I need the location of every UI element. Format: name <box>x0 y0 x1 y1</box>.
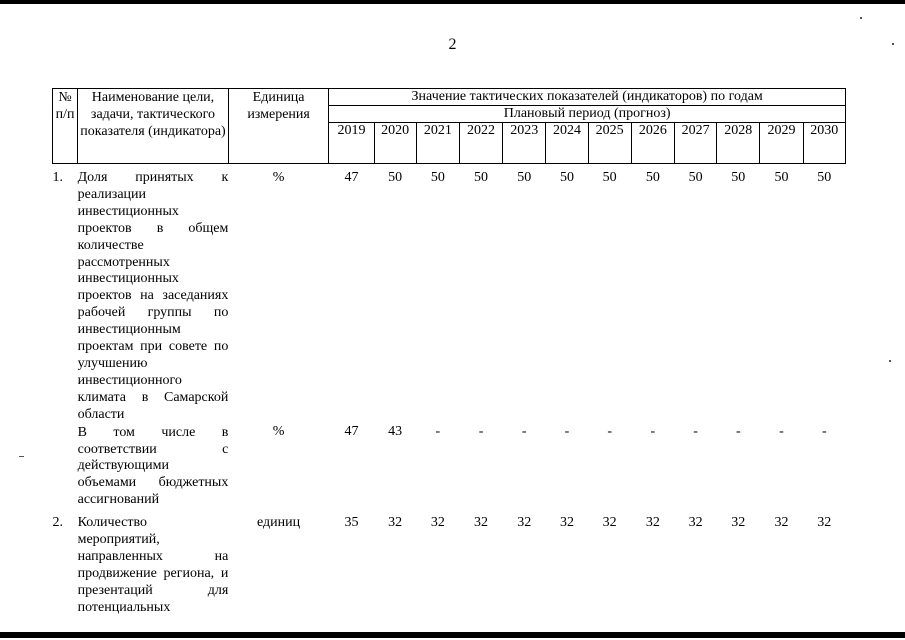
header-unit: Единица измерения <box>228 89 328 164</box>
row-value: - <box>735 423 741 439</box>
header-year: 2026 <box>631 123 674 164</box>
table-row <box>53 424 846 510</box>
row-value: 50 <box>430 170 445 185</box>
scan-speck <box>889 360 891 362</box>
scan-speck <box>19 456 24 457</box>
row-value: 32 <box>774 515 789 531</box>
row-num: 1. <box>52 170 63 185</box>
row-value: 32 <box>559 515 574 531</box>
row-value: 50 <box>817 170 832 185</box>
header-year: 2024 <box>546 123 588 164</box>
scan-speck <box>892 43 894 45</box>
row-value: - <box>564 423 570 439</box>
header-year: 2023 <box>503 123 546 164</box>
row-value: 47 <box>344 170 359 185</box>
header-period: Плановый период (прогноз) <box>329 106 846 123</box>
row-value: 50 <box>602 170 617 185</box>
table-row <box>53 164 846 424</box>
row-unit: % <box>272 423 285 439</box>
row-unit: % <box>272 170 285 185</box>
row-value: - <box>607 423 612 439</box>
row-value: - <box>435 423 441 439</box>
row-value: - <box>650 423 656 439</box>
row-value: 50 <box>688 170 703 185</box>
row-value: 50 <box>774 170 789 185</box>
row-value: 47 <box>344 423 359 439</box>
row-value: 50 <box>645 170 660 185</box>
header-year: 2020 <box>374 123 416 164</box>
row-value: 43 <box>388 423 403 439</box>
row-num: 2. <box>52 515 63 531</box>
header-year: 2028 <box>717 123 760 164</box>
row-value: - <box>478 423 484 439</box>
row-value: - <box>521 423 527 439</box>
row-value: 50 <box>559 170 574 185</box>
scan-speck <box>860 17 862 19</box>
row-value: 50 <box>388 170 403 185</box>
row-value: 32 <box>474 515 489 531</box>
table-header <box>53 89 846 164</box>
table-row <box>53 509 846 616</box>
page-number: 2 <box>448 36 457 53</box>
header-year: 2030 <box>803 123 845 164</box>
indicators-table <box>52 88 846 617</box>
row-value: - <box>821 423 827 439</box>
row-value: 35 <box>344 515 359 531</box>
bottom-border-line <box>0 632 905 638</box>
row-value: 50 <box>731 170 746 185</box>
header-year: 2021 <box>416 123 459 164</box>
header-values-title: Значение тактических показателей (индикаторов) по годам <box>329 89 846 106</box>
row-name: Доля принятых к реализации инвестиционных проектов в общем количестве рассмотренных инвестиционных проектов на заседаниях рабочей группы по инвестиционным проектам при совете по улучшению инвестиционного климата в Самарской области <box>77 170 229 422</box>
row-value: 50 <box>474 170 489 185</box>
header-name: Наименование цели, задачи, тактического показателя (индикатора) <box>78 89 229 164</box>
header-year: 2029 <box>760 123 803 164</box>
row-value: - <box>693 423 698 439</box>
row-value: 50 <box>517 170 532 185</box>
row-value: 32 <box>645 515 660 531</box>
row-value: - <box>779 423 784 439</box>
row-value: 32 <box>817 515 832 531</box>
row-unit: единиц <box>257 515 301 531</box>
row-value: 32 <box>388 515 403 531</box>
row-value: 32 <box>602 515 617 531</box>
row-name: Количество мероприятий, направленных на продвижение региона, и презентаций для потенциальных <box>77 515 229 615</box>
header-year: 2027 <box>674 123 716 164</box>
row-value: 32 <box>731 515 746 531</box>
row-name: В том числе в соответствии с действующими объемами бюджетных ассигнований <box>77 424 229 508</box>
row-value: 32 <box>688 515 703 531</box>
header-year: 2022 <box>459 123 502 164</box>
row-value: 32 <box>430 515 445 531</box>
header-year: 2019 <box>329 123 374 164</box>
table-body <box>53 164 846 617</box>
header-year: 2025 <box>588 123 631 164</box>
row-num <box>53 424 78 510</box>
top-border-line <box>0 0 905 4</box>
row-value: 32 <box>517 515 532 531</box>
header-num: № п/п <box>53 89 78 164</box>
